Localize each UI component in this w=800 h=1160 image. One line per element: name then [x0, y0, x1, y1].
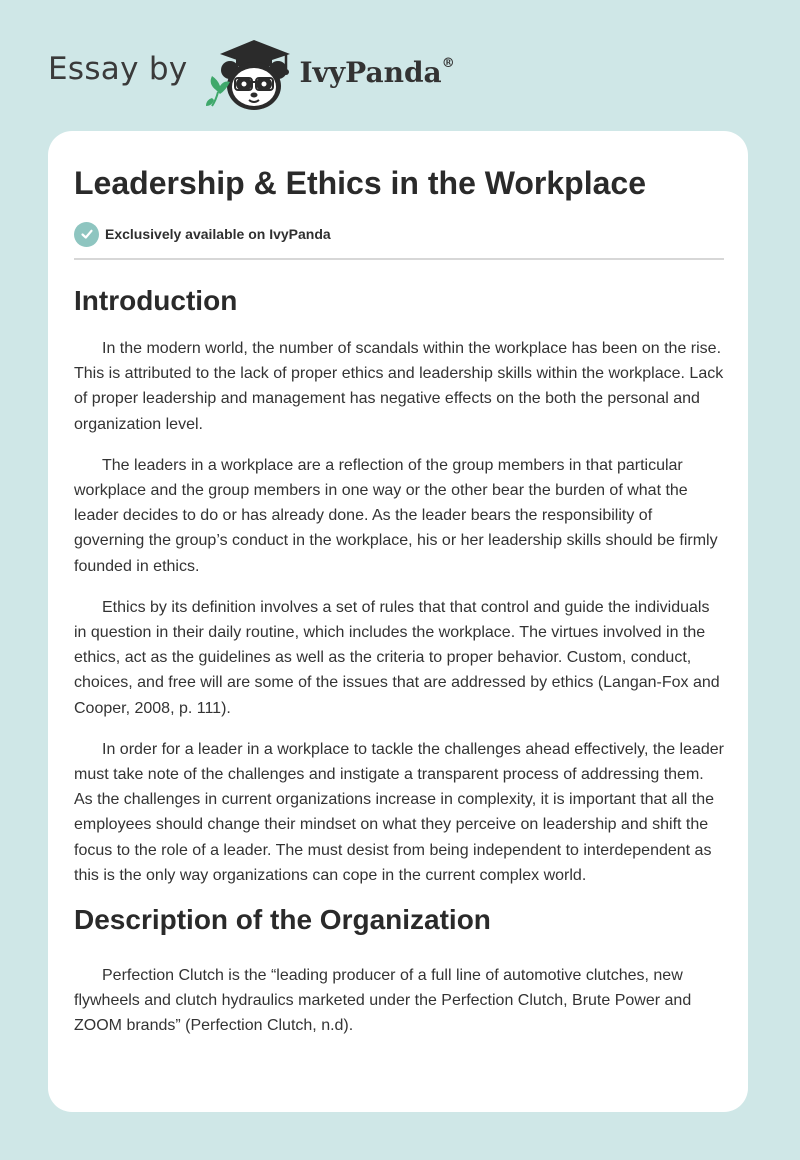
article-card — [48, 131, 748, 1112]
section-heading-description: Description of the Organization — [74, 904, 491, 936]
paragraph: Ethics by its definition involves a set of rules that that control and guide the individuals in question in their daily routine, which includes the workplace. The virtues involved in the ethics, act as the guidelines as well as the criteria to proper behavior. Custom, conduct, choices, and free will are some of the issues that are addressed by ethics (Langan-Fox and Cooper, 2008, p. 111). — [74, 598, 720, 717]
registered-mark: ® — [441, 56, 455, 72]
paragraph: In order for a leader in a workplace to tackle the challenges ahead effectively, the leader must take note of the challenges and instigate a transparent process of addressing them. As the challenges in current organizations increase in complexity, it is important that all the employees should change their mindset on what they perceive on leadership and shift the focus to the role of a leader. The must desist from being independent to interdependent as this is the only way organizations can cope in the current complex world. — [74, 740, 725, 884]
check-circle-icon — [74, 222, 99, 247]
exclusive-badge-label: Exclusively available on IvyPanda — [105, 226, 331, 242]
article-content — [74, 161, 724, 1039]
article-title: Leadership & Ethics in the Workplace — [74, 165, 646, 201]
site-header — [48, 34, 455, 114]
essay-by-label: Essay by — [48, 51, 188, 87]
exclusive-badge — [74, 221, 724, 247]
title-divider — [74, 258, 724, 260]
section-heading-introduction: Introduction — [74, 285, 238, 316]
paragraph: The leaders in a workplace are a reflection of the group members in that particular workplace and the group members in one way or the other bear the burden of what the leader decides to do or has already done. As the leader bears the responsibility of governing the group’s conduct in the workplace, his or her leadership skills should be firmly founded in ethics. — [74, 456, 718, 575]
panda-graduate-logo-icon[interactable] — [206, 34, 298, 114]
brand-name[interactable]: IvyPanda® — [299, 55, 455, 89]
paragraph: In the modern world, the number of scandals within the workplace has been on the rise. This is attributed to the lack of proper ethics and leadership skills within the workplace. Lack of proper leadership and management has negative effects on the both the personal and organization level. — [74, 340, 724, 433]
paragraph: Perfection Clutch is the “leading producer of a full line of automotive clutches, new flywheels and clutch hydraulics marketed under the Perfection Clutch, Brute Power and ZOOM brands” (Perfection Clutch, n.d). — [74, 967, 692, 1035]
